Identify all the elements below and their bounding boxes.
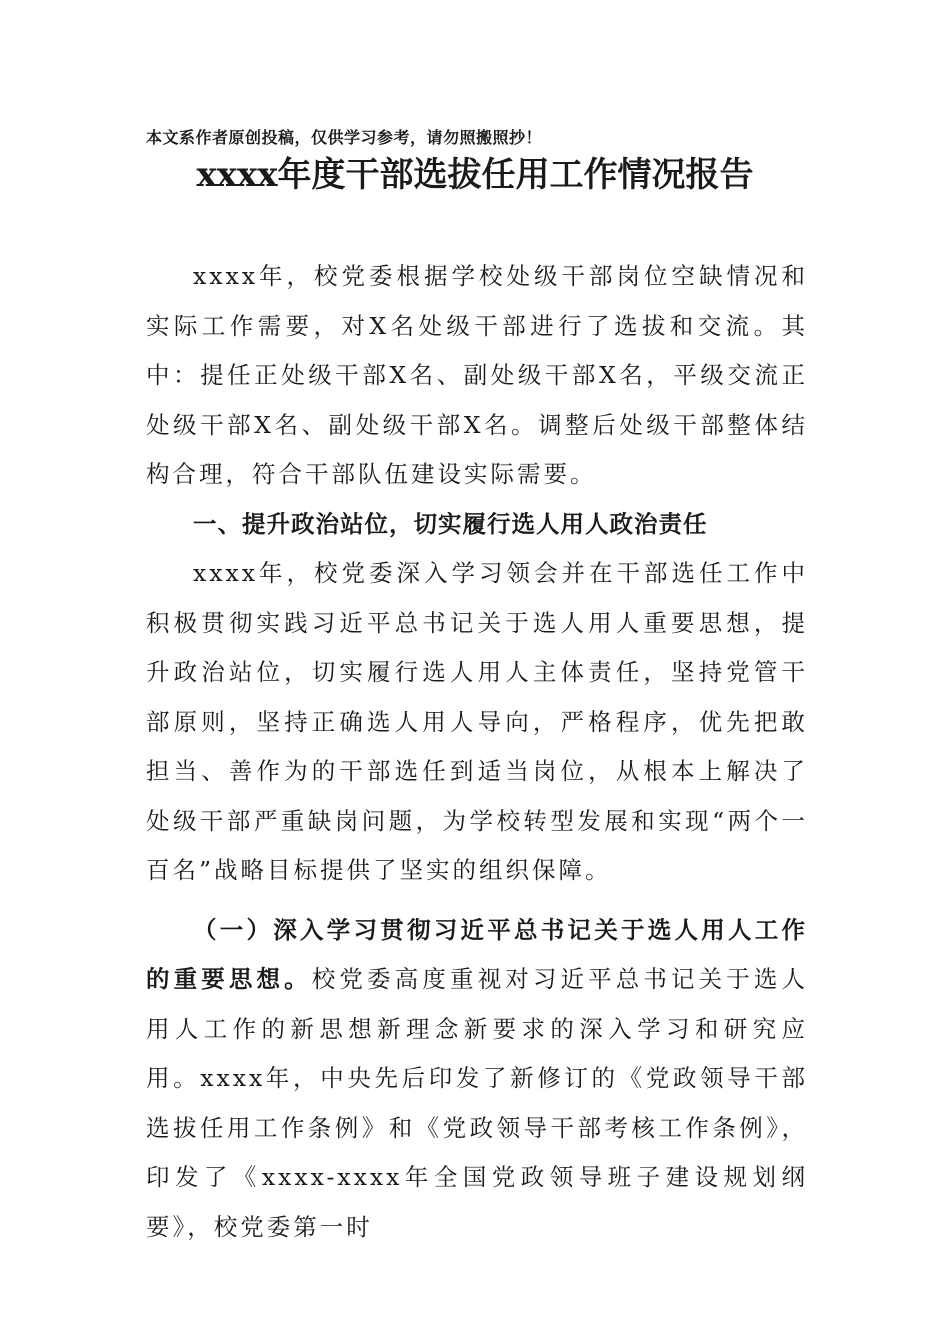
copyright-notice: 本文系作者原创投稿，仅供学习参考，请勿照搬照抄！ xyxy=(146,128,543,147)
section-1-heading: 一、提升政治站位，切实履行选人用人政治责任 xyxy=(193,509,708,538)
subsection-1-heading: （一）深入学习贯彻习近平总书记关于选人用人工作的重要思想。 xyxy=(146,915,808,993)
document-body xyxy=(146,252,808,1252)
section-1-paragraph: xxxx年，校党委深入学习领会并在干部选任工作中积极贯彻实践习近平总书记关于选人用人重要思想，提升政治站位，切实履行选人用人主体责任，坚持党管干部原则，坚持正确选人用人导向，严格程序，优先把敢担当、善作为的干部选任到适当岗位，从根本上解决了处级干部严重缺岗问题，为学校转型发展和实现“两个一百名”战略目标提供了坚实的组织保障。 xyxy=(146,559,808,884)
subsection-1-text: 校党委高度重视对习近平总书记关于选人用人工作的新思想新理念新要求的深入学习和研究应用。xxxx年，中央先后印发了新修订的《党政领导干部选拔任用工作条例》和《党政领导干部考核工作条例》，印发了《xxxx-xxxx年全国党政领导班子建设规划纲要》，校党委第一时 xyxy=(146,965,809,1241)
document-title: xxxx年度干部选拔任用工作情况报告 xyxy=(196,155,754,195)
subsection-1-paragraph xyxy=(146,906,808,1253)
intro-paragraph: xxxx年，校党委根据学校处级干部岗位空缺情况和实际工作需要，对X名处级干部进行了选拔和交流。其中：提任正处级干部X名、副处级干部X名，平级交流正处级干部X名、副处级干部X名。调整后处级干部整体结构合理，符合干部队伍建设实际需要。 xyxy=(146,262,808,488)
